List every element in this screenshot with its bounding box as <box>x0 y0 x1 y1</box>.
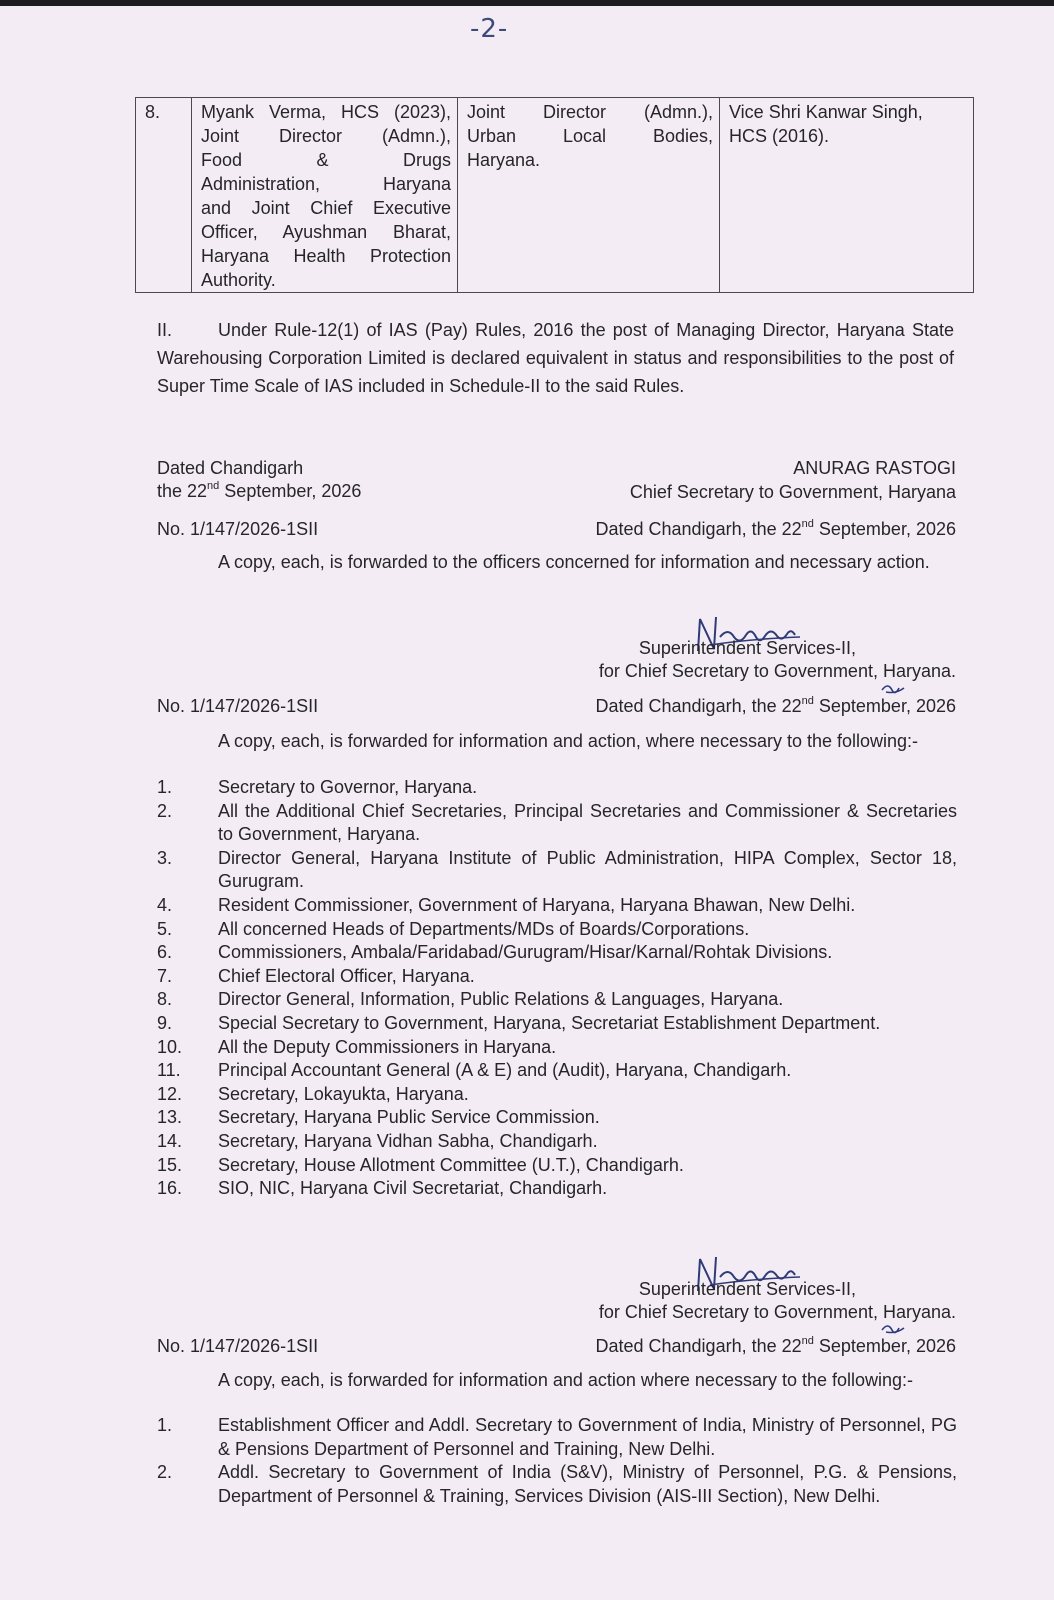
list-item <box>157 1177 957 1201</box>
paragraph-number: II. <box>157 320 173 340</box>
signatory-name: ANURAG RASTOGI <box>793 458 956 478</box>
copy-paragraph-1: A copy, each, is forwarded to the officers concerned for information and necessary action. <box>218 552 930 572</box>
list-item-text: SIO, NIC, Haryana Civil Secretariat, Chandigarh. <box>218 1178 608 1199</box>
list-item-number: 14. <box>157 1130 183 1151</box>
list-item-number: 1. <box>157 777 173 797</box>
list-item-number: 8. <box>157 989 173 1010</box>
list-item-number: 4. <box>157 894 173 915</box>
list-item-text: Chief Electoral Officer, Haryana. <box>218 965 475 986</box>
copy-paragraph-2: A copy, each, is forwarded for information and action, where necessary to the following:- <box>218 731 919 751</box>
reference-date <box>595 1334 956 1358</box>
vice-line: Vice Shri Kanwar Singh, <box>729 102 923 122</box>
officer-line: Haryana Health Protection <box>201 246 451 266</box>
superintendent-for: for Chief Secretary to Government, Haryana. <box>598 1302 956 1322</box>
list-item-number: 3. <box>157 847 173 868</box>
list-item-number: 2. <box>157 800 173 821</box>
list-item-text: Establishment Officer and Addl. Secretary to Government of India, Ministry of Personnel, PG & Pensions Department of Personnel and Training, New Delhi. <box>218 1415 957 1459</box>
list-item <box>157 1414 957 1461</box>
list-item <box>157 800 957 847</box>
top-edge-bar <box>0 0 1054 6</box>
list-item-number: 10. <box>157 1036 183 1057</box>
list-item-text: Secretary, Lokayukta, Haryana. <box>218 1083 469 1104</box>
officer-line: Myank Verma, HCS (2023), <box>201 102 451 122</box>
reference-date <box>595 517 956 541</box>
list-item <box>157 1036 957 1060</box>
vice-line: HCS (2016). <box>729 126 830 146</box>
list-item-number: 6. <box>157 942 173 963</box>
officer-line: Administration, Haryana <box>201 174 451 194</box>
list-item <box>157 776 957 800</box>
rule-paragraph <box>157 316 954 400</box>
list-item <box>157 918 957 942</box>
list-item-number: 7. <box>157 965 173 986</box>
copy-paragraph-3: A copy, each, is forwarded for information and action where necessary to the following:- <box>218 1370 914 1390</box>
list-item-text: Secretary, House Allotment Committee (U.T.), Chandigarh. <box>218 1154 684 1175</box>
list-item-text: All concerned Heads of Departments/MDs of Boards/Corporations. <box>218 918 750 939</box>
list-item-text: Secretary, Haryana Public Service Commission. <box>218 1107 600 1128</box>
dated-place: Dated Chandigarh <box>157 458 304 478</box>
list-item-text: All the Deputy Commissioners in Haryana. <box>218 1036 557 1057</box>
date-text: September, 2026 <box>813 1336 956 1356</box>
officer-cell <box>192 98 458 293</box>
list-item-text: Director General, Haryana Institute of Public Administration, HIPA Complex, Sector 18, Gurugram. <box>218 847 957 892</box>
list-item-text: Commissioners, Ambala/Faridabad/Gurugram/Hisar/Karnal/Rohtak Divisions. <box>218 942 833 963</box>
list-item <box>157 894 957 918</box>
date-text: Dated Chandigarh, the 22 <box>595 696 802 716</box>
officer-line: Food & Drugs <box>201 150 451 170</box>
vice-cell <box>720 98 974 293</box>
table-row <box>136 98 974 293</box>
list-item-text: Principal Accountant General (A & E) and (Audit), Haryana, Chandigarh. <box>218 1060 792 1081</box>
date-text: September, 2026 <box>813 519 956 539</box>
superintendent-title: Superintendent Services-II, <box>638 1279 856 1299</box>
list-item-text: Secretary, Haryana Vidhan Sabha, Chandigarh. <box>218 1130 598 1151</box>
date-text: September, 2026 <box>219 481 362 501</box>
list-item-text: Director General, Information, Public Relations & Languages, Haryana. <box>218 989 784 1010</box>
reference-number: No. 1/147/2026-1SII <box>157 696 319 716</box>
list-item <box>157 847 957 894</box>
paragraph-text: Under Rule-12(1) of IAS (Pay) Rules, 2016 the post of Managing Director, Haryana State Warehousing Corporation Limited is declared equivalent in status and responsibilities to the post of Super Time Scale of IAS included in Schedule-II to the said Rules. <box>157 320 954 396</box>
officer-line: and Joint Chief Executive <box>201 198 451 218</box>
post-line: Joint Director (Admn.), <box>467 102 713 122</box>
list-item-number: 15. <box>157 1154 183 1175</box>
list-item <box>157 941 957 965</box>
distribution-list-2 <box>157 1414 957 1508</box>
date-text: the 22 <box>157 481 208 501</box>
superintendent-for: for Chief Secretary to Government, Haryana. <box>598 661 956 681</box>
date-suffix: nd <box>207 480 220 492</box>
list-item-number: 5. <box>157 918 173 939</box>
date-suffix: nd <box>801 695 814 707</box>
reference-date <box>595 694 956 718</box>
dated-date <box>157 479 361 503</box>
post-cell <box>458 98 720 293</box>
date-text: September, 2026 <box>813 696 956 716</box>
date-suffix: nd <box>801 1335 814 1347</box>
list-item <box>157 1012 957 1036</box>
page-number: -2- <box>470 14 509 44</box>
officer-line: Officer, Ayushman Bharat, <box>201 222 451 242</box>
reference-number: No. 1/147/2026-1SII <box>157 1336 319 1356</box>
list-item-text: Special Secretary to Government, Haryana, Secretariat Establishment Department. <box>218 1012 881 1033</box>
superintendent-title: Superintendent Services-II, <box>638 638 856 658</box>
list-item-number: 16. <box>157 1178 183 1199</box>
list-item-text: Addl. Secretary to Government of India (S&V), Ministry of Personnel, P.G. & Pensions, Department of Personnel & Training, Services Division (AIS-III Section), New Delhi. <box>218 1462 957 1506</box>
post-line: Haryana. <box>467 150 541 170</box>
date-text: Dated Chandigarh, the 22 <box>595 519 802 539</box>
list-item-text: All the Additional Chief Secretaries, Principal Secretaries and Commissioner & Secretaries to Government, Haryana. <box>218 800 957 845</box>
list-item-number: 9. <box>157 1012 173 1033</box>
list-item <box>157 988 957 1012</box>
posting-table <box>135 97 974 293</box>
distribution-list-1 <box>157 776 957 1201</box>
list-item-number: 12. <box>157 1083 183 1104</box>
list-item <box>157 965 957 989</box>
list-item-number: 2. <box>157 1462 173 1483</box>
signatory-title: Chief Secretary to Government, Haryana <box>629 482 956 502</box>
list-item <box>157 1461 957 1508</box>
list-item <box>157 1154 957 1178</box>
list-item <box>157 1059 957 1083</box>
post-line: Urban Local Bodies, <box>467 126 713 146</box>
officer-line: Authority. <box>201 270 276 290</box>
list-item-number: 13. <box>157 1107 183 1128</box>
date-text: Dated Chandigarh, the 22 <box>595 1336 802 1356</box>
date-suffix: nd <box>801 518 814 530</box>
serial-cell: 8. <box>136 98 192 293</box>
list-item <box>157 1106 957 1130</box>
list-item-text: Resident Commissioner, Government of Haryana, Haryana Bhawan, New Delhi. <box>218 894 856 915</box>
list-item <box>157 1130 957 1154</box>
list-item-number: 1. <box>157 1415 173 1435</box>
officer-line: Joint Director (Admn.), <box>201 126 451 146</box>
list-item-number: 11. <box>157 1060 181 1081</box>
reference-number: No. 1/147/2026-1SII <box>157 519 319 539</box>
list-item-text: Secretary to Governor, Haryana. <box>218 777 478 797</box>
list-item <box>157 1083 957 1107</box>
